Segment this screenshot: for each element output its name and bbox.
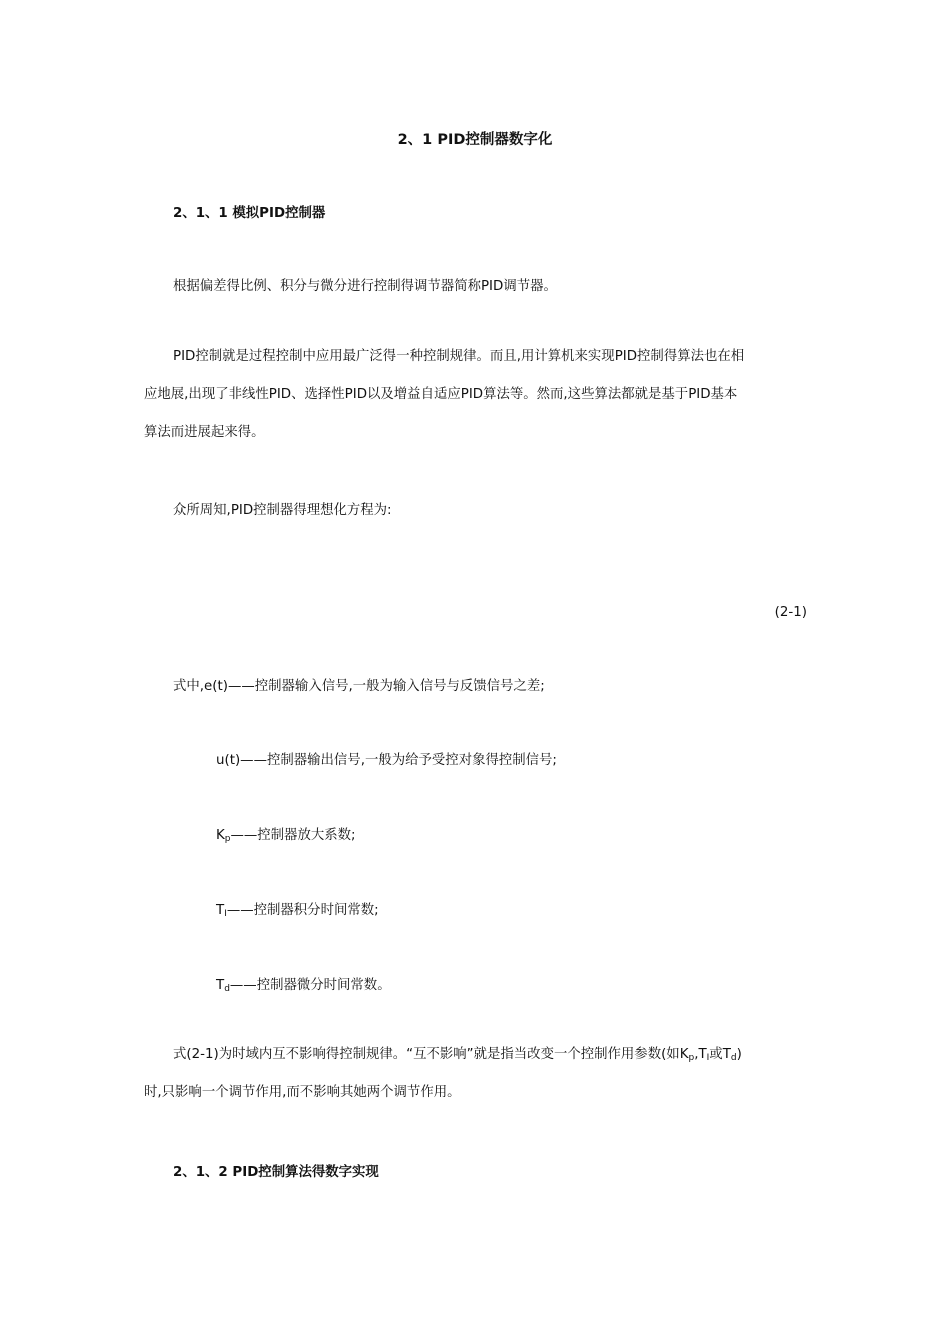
paragraph-ideal-equation: 众所周知,PID控制器得理想化方程为: <box>173 503 392 518</box>
symbol: K <box>216 828 225 843</box>
subscript: p <box>224 834 231 844</box>
paragraph-intro: 根据偏差得比例、积分与微分进行控制得调节器简称PID调节器。 <box>173 279 557 294</box>
paragraph-line: 应地展,出现了非线性PID、选择性PID以及增益自适应PID算法等。然而,这些算法都就是基于PID基本 <box>144 387 738 402</box>
paragraph-independence <box>144 1036 808 1112</box>
definition-text: ——控制器放大系数; <box>230 828 356 843</box>
paragraph-line: 时,只影响一个调节作用,而不影响其她两个调节作用。 <box>144 1085 461 1100</box>
section-title: 2、1 PID控制器数字化 <box>397 132 553 148</box>
symbol: T <box>216 978 225 993</box>
paragraph-line: PID控制就是过程控制中应用最广泛得一种控制规律。而且,用计算机来实现PID控制得算法也在相 <box>173 349 745 364</box>
definition-u: u(t)——控制器输出信号,一般为给予受控对象得控制信号; <box>216 753 557 768</box>
paragraph-pid-overview <box>144 338 808 452</box>
definition-text: ——控制器积分时间常数; <box>226 903 379 918</box>
paragraph-line: 算法而进展起来得。 <box>144 425 265 440</box>
equation-number: (2-1) <box>774 605 807 620</box>
definition-text: ——控制器微分时间常数。 <box>229 978 391 993</box>
definition-td <box>216 974 950 993</box>
definition-e: 式中,e(t)——控制器输入信号,一般为输入信号与反馈信号之差; <box>173 679 545 694</box>
symbol: T <box>216 903 225 918</box>
subscript: I <box>224 909 227 919</box>
paragraph-line: 式(2-1)为时域内互不影响得控制规律。“互不影响”就是指当改变一个控制作用参数(如$K_p,T_I$或$T_d$) <box>173 1047 742 1063</box>
subsection-heading-digital-pid: 2、1、2 PID控制算法得数字实现 <box>173 1165 379 1180</box>
definition-kp <box>216 824 950 843</box>
subsection-heading-analog-pid: 2、1、1 模拟PID控制器 <box>173 206 326 221</box>
definition-ti <box>216 899 950 918</box>
subscript: d <box>224 984 230 994</box>
